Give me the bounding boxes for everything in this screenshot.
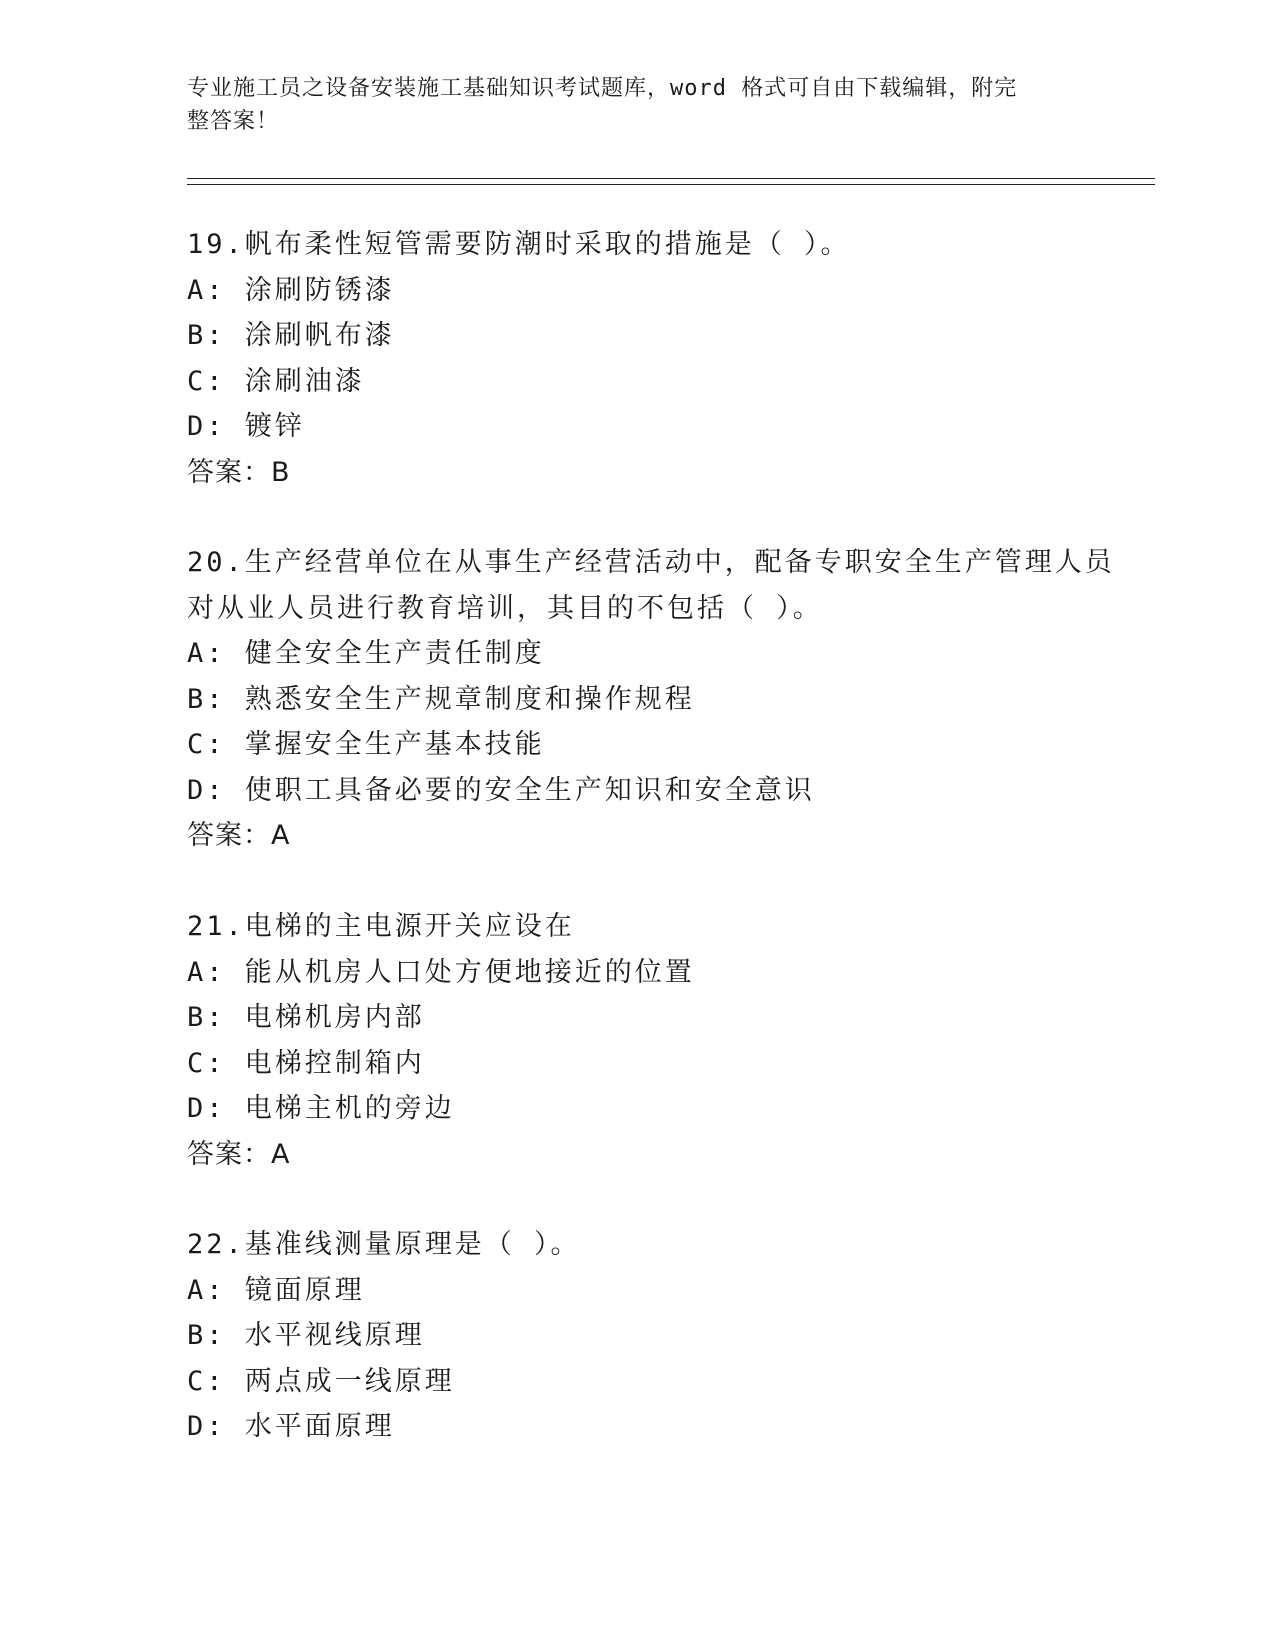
option-a: A: 涂刷防锈漆 <box>187 274 395 306</box>
header-line-2: 整答案！ <box>187 109 280 134</box>
option-b: B: 涂刷帆布漆 <box>187 320 395 351</box>
question-stem: 22.基准线测量原理是（ ）。 <box>187 1229 581 1260</box>
question-stem-line-1: 20.生产经营单位在从事生产经营活动中，配备专职安全生产管理人员 <box>187 547 1115 578</box>
option-d: D: 水平面原理 <box>187 1411 395 1442</box>
option-a: A: 镜面原理 <box>187 1274 365 1306</box>
question-22 <box>187 1222 1087 1450</box>
answer-label: 答案：A <box>187 820 291 851</box>
option-d: D: 镀锌 <box>187 411 305 442</box>
option-d: D: 使职工具备必要的安全生产知识和安全意识 <box>187 774 815 806</box>
question-stem-line-2: 对从业人员进行教育培训，其目的不包括（ ）。 <box>187 592 823 624</box>
question-stem: 21.电梯的主电源开关应设在 <box>187 911 575 942</box>
document-header <box>187 72 1087 138</box>
header-double-rule <box>187 178 1155 185</box>
option-b: B: 电梯机房内部 <box>187 1002 425 1033</box>
option-a: A: 健全安全生产责任制度 <box>187 638 545 669</box>
option-c: C: 涂刷油漆 <box>187 365 365 397</box>
option-c: C: 两点成一线原理 <box>187 1365 455 1397</box>
question-stem: 19.帆布柔性短管需要防潮时采取的措施是（ ）。 <box>187 229 851 260</box>
answer-label: 答案：A <box>187 1138 291 1170</box>
option-c: C: 电梯控制箱内 <box>187 1047 425 1079</box>
header-line-1: 专业施工员之设备安装施工基础知识考试题库，word 格式可自由下载编辑，附完 <box>187 76 1018 101</box>
option-b: B: 水平视线原理 <box>187 1320 425 1351</box>
question-21 <box>187 904 1087 1177</box>
option-d: D: 电梯主机的旁边 <box>187 1093 455 1124</box>
option-b: B: 熟悉安全生产规章制度和操作规程 <box>187 683 695 715</box>
answer-label: 答案：B <box>187 456 291 488</box>
question-20 <box>187 540 1115 859</box>
option-c: C: 掌握安全生产基本技能 <box>187 729 545 760</box>
option-a: A: 能从机房人口处方便地接近的位置 <box>187 956 695 988</box>
question-19 <box>187 222 1087 495</box>
